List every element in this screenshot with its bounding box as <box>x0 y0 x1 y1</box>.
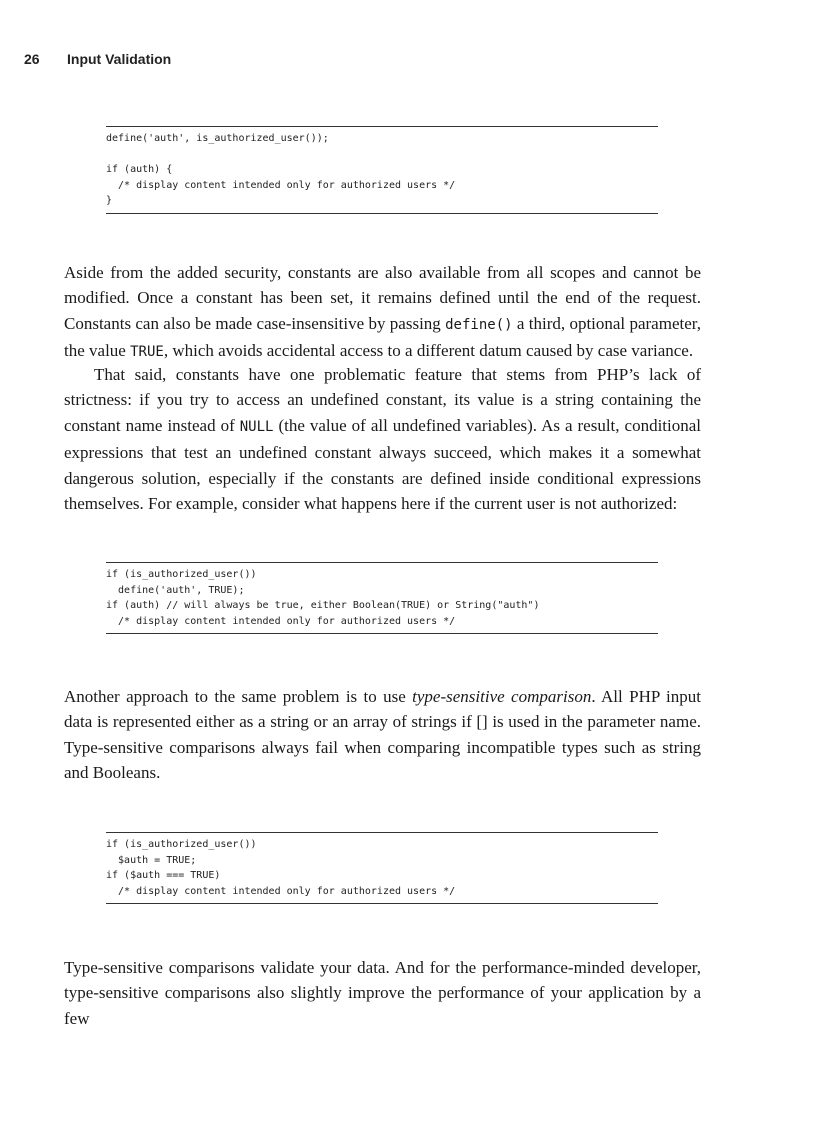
text-run: , which avoids accidental access to a different datum caused by case variance. <box>163 341 694 361</box>
code-line: if (is_authorized_user()) <box>106 839 257 850</box>
code-block-conditional-define <box>106 562 658 634</box>
code-block-strict-compare <box>106 832 658 904</box>
paragraph-type-sensitive <box>64 684 701 786</box>
code-line: if (auth) { <box>106 164 173 175</box>
page-number: 26 <box>24 51 40 67</box>
code-line: $auth = TRUE; <box>106 854 197 866</box>
text-run: Type-sensitive comparisons validate your data. And for the performance-minded developer, type-sensitive comparisons also slightly improve the performance of your application by a few <box>64 958 701 1028</box>
inline-code-define: define() <box>445 316 513 333</box>
running-title: Input Validation <box>67 51 172 67</box>
running-header <box>24 51 171 67</box>
paragraph-constants-scope <box>64 260 701 366</box>
code-line: if (auth) // will always be true, either Boolean(TRUE) or String("auth") <box>106 600 540 611</box>
code-line: /* display content intended only for authorized users */ <box>106 615 456 627</box>
code-block-define <box>106 126 658 214</box>
code-line: define('auth', is_authorized_user()); <box>106 133 329 144</box>
text-run: Another approach to the same problem is to use <box>64 687 413 706</box>
inline-code-null: NULL <box>239 418 274 435</box>
text-run: a third, optional parameter, the value <box>64 313 701 361</box>
code-line: if ($auth === TRUE) <box>106 870 221 881</box>
text-run: . All PHP input data is represented either as a string or an array of strings if [] is used in the parameter name. Type-sensitive comparisons always fail when comparing incompatible types such as string and Booleans. <box>64 687 701 783</box>
code-line: /* display content intended only for authorized users */ <box>106 885 456 897</box>
text-run: Aside from the added security, constants are also available from all scopes and cannot be modified. Once a constant has been set, it remains defined until the end of the request. Constants can also be made case-insensitive by passing <box>64 263 701 333</box>
paragraph-undefined-constant <box>64 362 701 516</box>
code-line: } <box>106 195 113 206</box>
code-line: define('auth', TRUE); <box>106 584 245 596</box>
emphasis-term: type-sensitive comparison <box>412 687 592 706</box>
text-run: (the value of all undefined variables). As a result, conditional expressions that test an undefined constant always succeed, which makes it a somewhat dangerous solution, especially if the constants are defined inside conditional expressions themselves. For example, consider what happens here if the current user is not authorized: <box>64 415 702 514</box>
code-line: /* display content intended only for authorized users */ <box>106 179 456 191</box>
paragraph-validation <box>64 955 701 1031</box>
code-line: if (is_authorized_user()) <box>106 569 257 580</box>
code-line <box>106 147 658 163</box>
text-run: That said, constants have one problematic feature that stems from PHP’s lack of strictness: if you try to access an undefined constant, its value is a string containing the constant name instead of <box>64 365 701 435</box>
inline-code-true: TRUE <box>130 344 164 361</box>
